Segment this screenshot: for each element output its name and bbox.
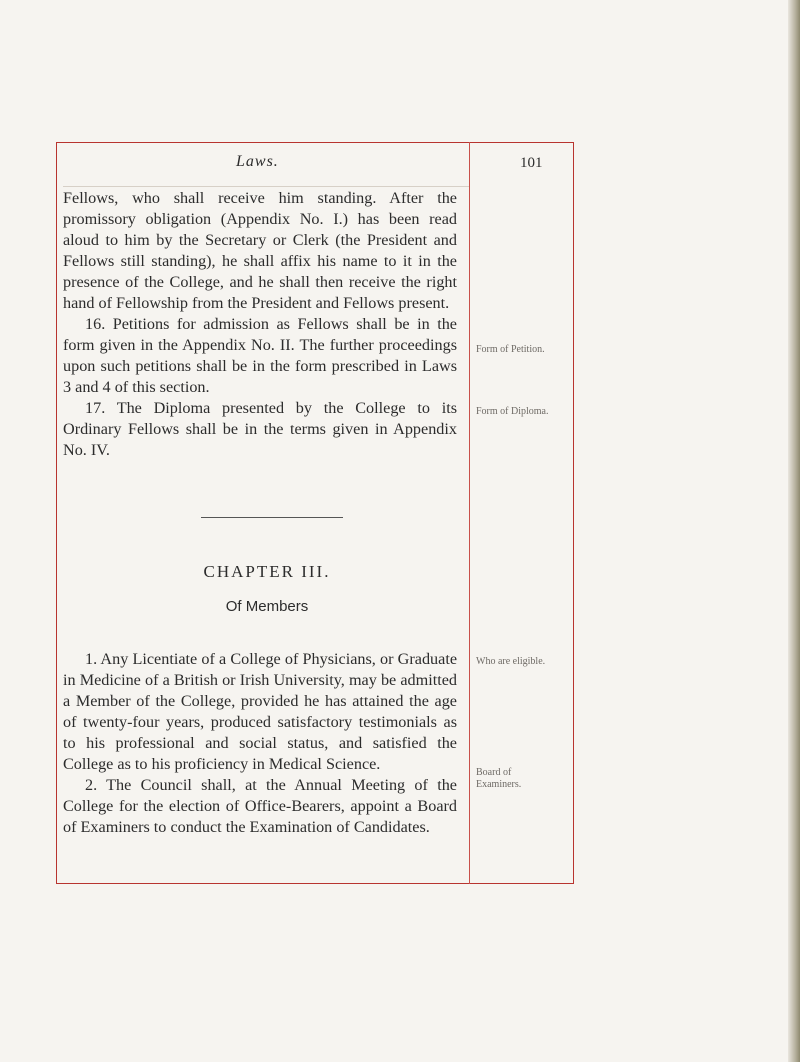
running-head: Laws.: [236, 153, 279, 170]
margin-note-diploma: Form of Diploma.: [476, 406, 549, 417]
section-title: Of Members: [225, 598, 309, 615]
paragraph-2: 2. The Council shall, at the Annual Meeting of the College for the election of Office-Bearers, appoint a Board of Examiners to conduct the Examination of Candidates.: [63, 776, 457, 836]
margin-note-petition: Form of Petition.: [476, 344, 545, 355]
paragraph-17: 17. The Diploma presented by the College to its Ordinary Fellows shall be in the terms given in Appendix No. IV.: [63, 399, 457, 459]
chapter-divider: [201, 517, 343, 518]
chapter-title: CHAPTER III.: [203, 562, 331, 581]
header-rule: [63, 186, 469, 187]
margin-note-eligible: Who are eligible.: [476, 656, 546, 667]
body-text-top: [63, 188, 457, 461]
margin-note-examiners: Board of Examiners.: [476, 767, 522, 790]
paragraph-16: 16. Petitions for admission as Fellows shall be in the form given in the Appendix No. II. The further proceedings upon such petitions shall be in the form prescribed in Laws 3 and 4 of this section.: [63, 315, 457, 396]
book-edge: [788, 0, 800, 1062]
paragraph-1: 1. Any Licentiate of a College of Physicians, or Graduate in Medicine of a British or Irish University, may be admitted a Member of the College, provided he has attained the age of twenty-four years, produced satisfactory testimonials as to his professional and social status, and satisfied the College as to his proficiency in Medical Science.: [63, 650, 457, 773]
paragraph-fellows: Fellows, who shall receive him standing. After the promissory obligation (Appendix No. I.) has been read aloud to him by the Secretary or Clerk (the President and Fellows still standing), he shall affix his name to it in the presence of the College, and he shall then receive the right hand of Fellowship from the President and Fellows present.: [63, 189, 457, 312]
margin-rule: [469, 142, 470, 884]
page-number: 101: [520, 155, 543, 171]
body-text-bottom: [63, 649, 457, 838]
